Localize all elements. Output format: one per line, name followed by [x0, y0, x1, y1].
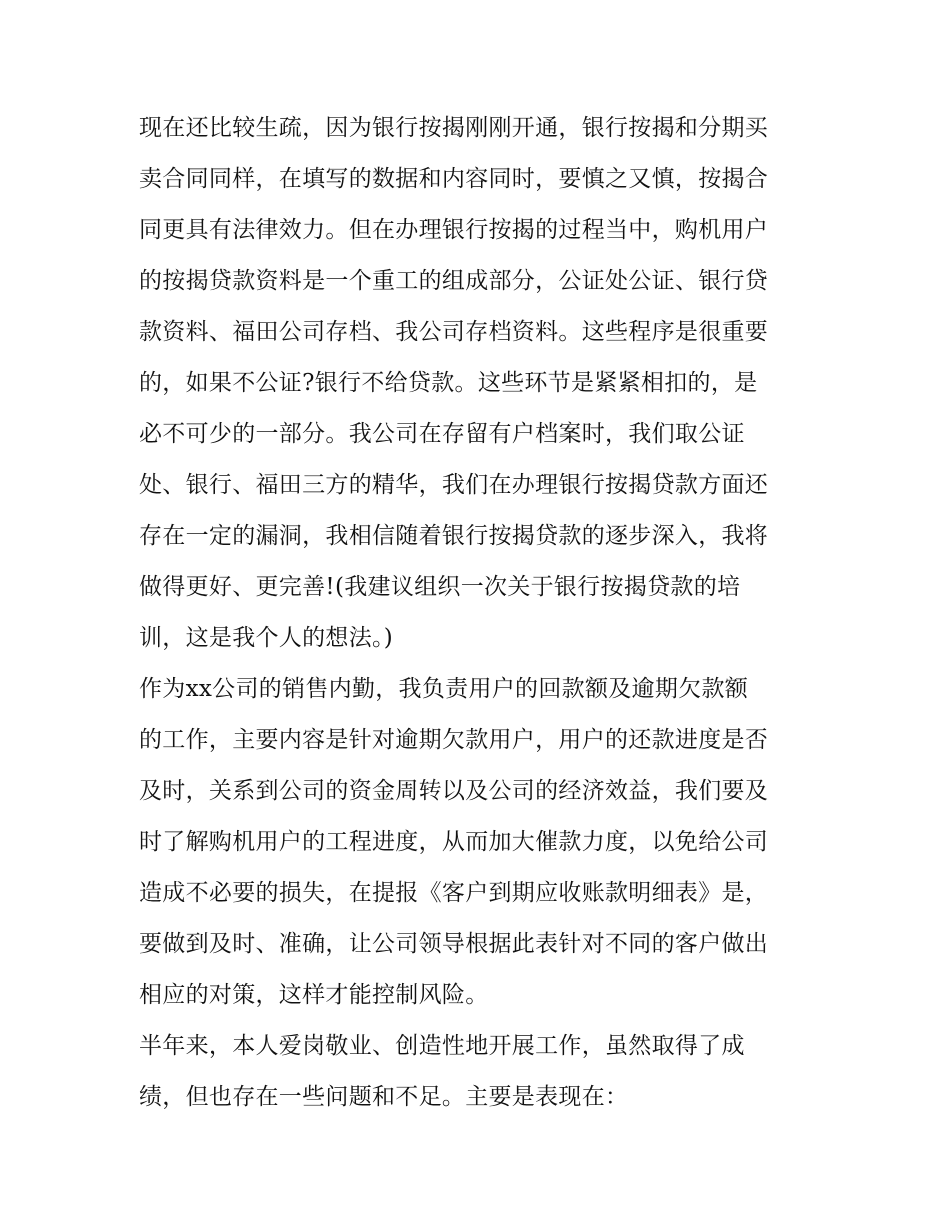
text-line: 要做到及时、准确，让公司领导根据此表针对不同的客户做出	[139, 931, 769, 957]
paragraph-collections	[139, 664, 815, 1021]
text-line: 绩，但也存在一些问题和不足。主要是表现在：	[139, 1084, 629, 1110]
text-line: 及时，关系到公司的资金周转以及公司的经济效益，我们要及	[139, 778, 769, 804]
text-line: 现在还比较生疏，因为银行按揭刚刚开通，银行按揭和分期买	[139, 115, 769, 141]
paragraph-mortgage	[139, 103, 815, 664]
paragraph-summary	[139, 1021, 815, 1123]
text-line: 存在一定的漏洞，我相信随着银行按揭贷款的逐步深入，我将	[139, 523, 769, 549]
text-line: 训，这是我个人的想法。)	[139, 625, 394, 651]
text-line: 的按揭贷款资料是一个重工的组成部分，公证处公证、银行贷	[139, 268, 769, 294]
text-line: 必不可少的一部分。我公司在存留有户档案时，我们取公证	[139, 421, 745, 447]
text-line: 半年来，本人爱岗敬业、创造性地开展工作，虽然取得了成	[139, 1033, 745, 1059]
text-line: 处、银行、福田三方的精华，我们在办理银行按揭贷款方面还	[139, 472, 769, 498]
text-line: 款资料、福田公司存档、我公司存档资料。这些程序是很重要	[139, 319, 769, 345]
text-line: 同更具有法律效力。但在办理银行按揭的过程当中，购机用户	[139, 217, 769, 243]
text-line: 作为xx公司的销售内勤，我负责用户的回款额及逾期欠款额	[139, 676, 749, 702]
text-line: 造成不必要的损失，在提报《客户到期应收账款明细表》是，	[139, 880, 769, 906]
text-line: 时了解购机用户的工程进度，从而加大催款力度，以免给公司	[139, 829, 769, 855]
text-line: 的，如果不公证?银行不给贷款。这些环节是紧紧相扣的，是	[139, 370, 758, 396]
text-line: 做得更好、更完善!(我建议组织一次关于银行按揭贷款的培	[139, 574, 741, 600]
document-body	[139, 103, 815, 1123]
text-line: 卖合同同样，在填写的数据和内容同时，要慎之又慎，按揭合	[139, 166, 769, 192]
text-line: 的工作，主要内容是针对逾期欠款用户，用户的还款进度是否	[139, 727, 769, 753]
text-line: 相应的对策，这样才能控制风险。	[139, 982, 489, 1008]
